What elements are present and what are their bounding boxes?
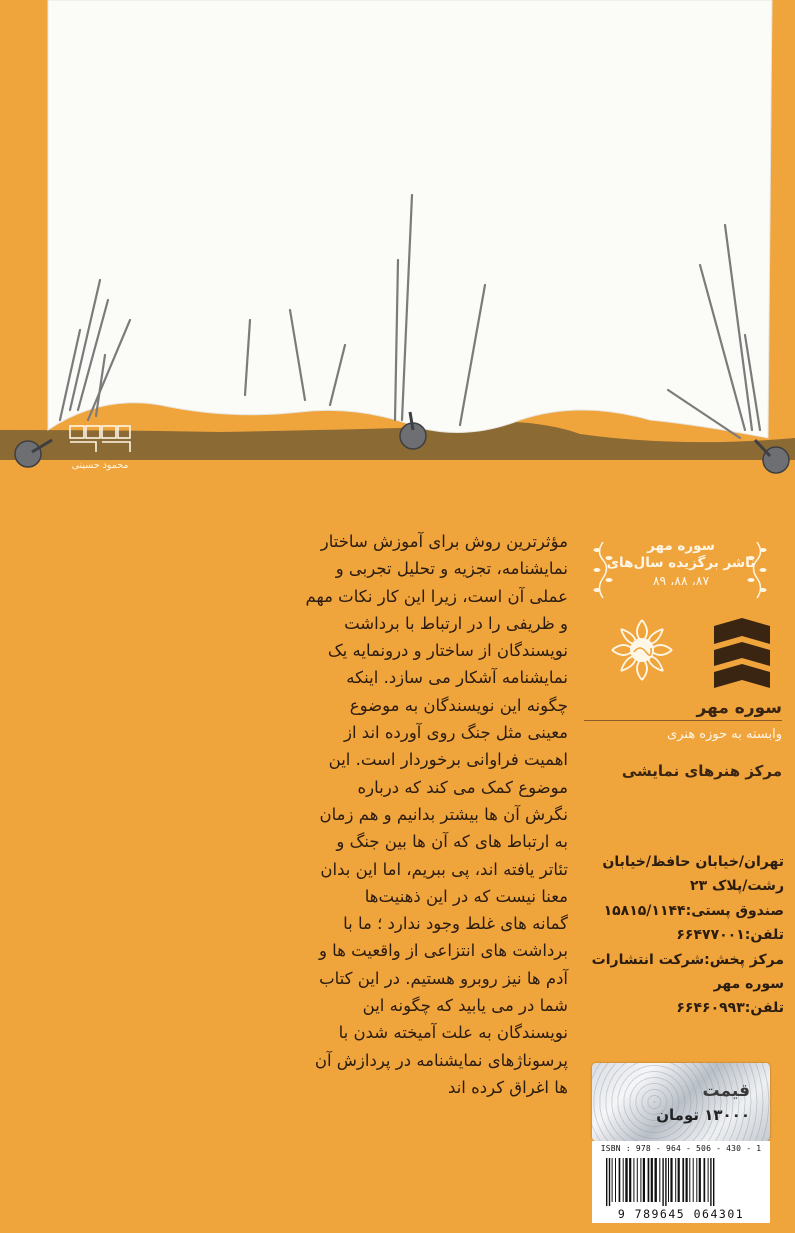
- blurb-line: مؤثرترین روش برای آموزش ساختار: [320, 532, 568, 551]
- address-line: رشت/پلاک ۲۳: [690, 878, 784, 895]
- illustrator-credit: [66, 420, 134, 471]
- curtain-illustration: [0, 0, 795, 480]
- address-line: تلفن:۶۶۴۶۰۹۹۳: [676, 1000, 784, 1017]
- price-sticker: [592, 1063, 770, 1141]
- blurb-line: گمانه های غلط وجود ندارد ؛ ما با: [343, 914, 568, 934]
- blurb-line: عملی آن است، زیرا این کار نکات مهم: [305, 586, 568, 606]
- series-center: مرکز هنرهای نمایشی: [621, 762, 782, 780]
- blurb-line: پرسوناژهای نمایشنامه در پردازش آن: [314, 1050, 568, 1070]
- publisher-logos: [602, 614, 772, 698]
- award-publisher: سوره مهر: [647, 538, 715, 554]
- address-line: مرکز پخش:شرکت انتشارات: [591, 951, 784, 968]
- address-line: تهران/خیابان حافظ/خیابان: [602, 854, 784, 870]
- award-years: ۸۷، ۸۸، ۸۹: [652, 573, 710, 588]
- price-amount: ۱۳۰۰۰ تومان: [656, 1106, 750, 1124]
- divider: [584, 720, 782, 721]
- blurb-line: موضوع کمک می کند که درباره: [357, 777, 568, 797]
- blurb-line: تئاتر یافته اند، پی ببریم، اما این بدان: [320, 859, 568, 879]
- blurb-line: معنا نیست که در این ذهنیت‌ها: [364, 886, 568, 906]
- blurb-line: و ظریفی را در ارتباط با برداشت: [344, 613, 568, 633]
- sooreh-mehr-logo-icon: [714, 618, 770, 688]
- blurb-line: اهمیت فراوانی برخوردار است. این: [328, 750, 568, 770]
- rosette-logo-icon: [612, 620, 672, 680]
- publisher-name: سوره مهر: [696, 698, 782, 718]
- blurb-line: نگرش آن ها بیشتر بدانیم و هم زمان: [319, 804, 568, 824]
- blurb-line: نویسندگان به علت آمیخته شدن با: [338, 1023, 568, 1043]
- blurb-line: آدم ها نیز روبرو هستیم. در این کتاب: [319, 968, 568, 988]
- address-line: سوره مهر: [713, 976, 784, 993]
- barcode-digits: 9 789645 064301: [617, 1207, 745, 1221]
- illustrator-logo: [66, 420, 134, 456]
- blurb-line: شما در می یابید که چگونه این: [362, 996, 568, 1016]
- isbn-barcode: [592, 1141, 770, 1223]
- publisher-address: [584, 850, 784, 1021]
- address-line: تلفن:۶۶۴۷۷۰۰۱: [676, 927, 784, 944]
- isbn-text: ISBN : 978 - 964 - 506 - 430 - 1: [600, 1144, 762, 1153]
- award-title: ناشر برگزیده سال‌های: [606, 555, 756, 571]
- blurb-line: چگونه این نویسندگان به موضوع: [349, 695, 568, 715]
- price-label: قیمت: [702, 1081, 750, 1101]
- barcode-bars: [602, 1158, 760, 1206]
- hologram-pattern: [592, 1063, 770, 1141]
- publisher-imprint: [584, 698, 782, 780]
- blurb-text: [283, 528, 568, 1101]
- blurb-line: نویسندگان از ساختار و درونمایه یک: [327, 641, 568, 661]
- blurb-line: به ارتباط های که آن ها بین جنگ و: [336, 832, 568, 852]
- publisher-affiliation: وابسته به حوزه هنری: [667, 727, 782, 742]
- illustrator-signature: محمود حسینی: [71, 460, 129, 471]
- blurb-line: معینی مثل جنگ روی آورده اند از: [344, 723, 568, 743]
- award-badge: [594, 538, 768, 589]
- address-line: صندوق پستی:۱۵۸۱۵/۱۱۴۴: [603, 902, 784, 919]
- blurb-line: نمایشنامه، تجزیه و تحلیل تجربی و: [335, 559, 568, 579]
- blurb-line: ها اغراق کرده اند: [448, 1077, 568, 1097]
- blurb-line: برداشت های انتزاعی از واقعیت ها و: [318, 941, 568, 961]
- blurb-line: نمایشنامه آشکار می سازد. اینکه: [346, 668, 568, 688]
